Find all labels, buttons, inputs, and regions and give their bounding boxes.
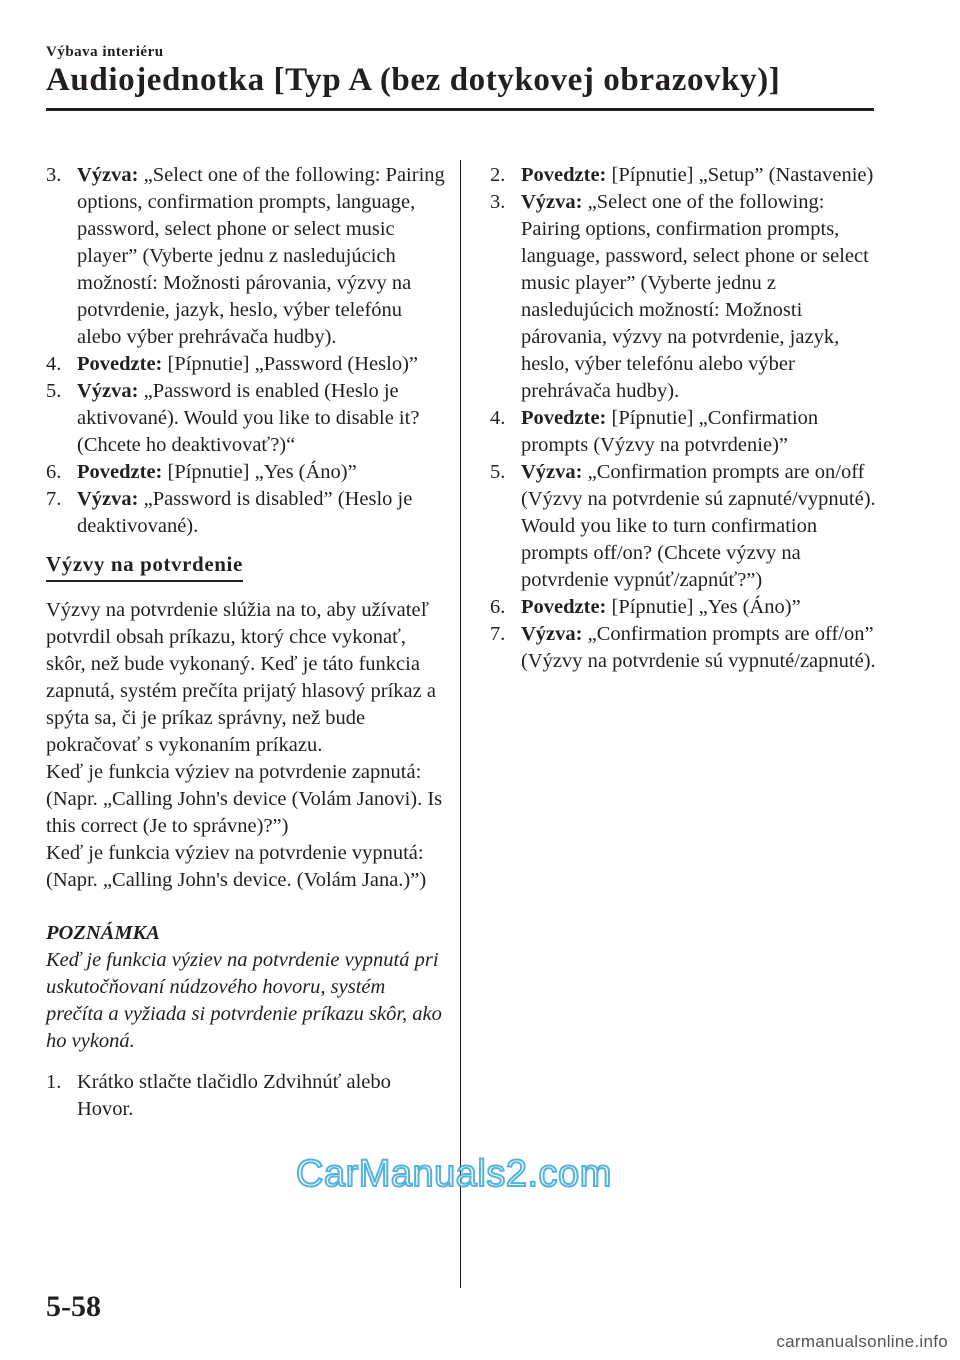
step-text: [Pípnutie] „Confirmation prompts (Výzvy na potvrdenie)” [521, 407, 819, 456]
paragraph: Keď je funkcia výziev na potvrdenie vypnutá: [46, 842, 424, 864]
step-text: „Password is disabled” (Heslo je deaktivované). [77, 488, 413, 537]
step-keyword: Výzva: [77, 164, 139, 186]
step-number: 6. [46, 461, 62, 483]
section-heading: Výzvy na potvrdenie [46, 551, 243, 582]
step-number: 5. [46, 380, 62, 402]
step-number: 4. [490, 407, 506, 429]
step-number: 7. [490, 623, 506, 645]
step-keyword: Povedzte: [521, 164, 607, 186]
step-text: [Pípnutie] „Yes (Áno)” [606, 596, 801, 618]
paragraph: (Napr. „Calling John's device. (Volám Jana.)”) [46, 869, 427, 891]
step-number: 3. [46, 164, 62, 186]
step-number: 1. [46, 1071, 62, 1093]
step-number: 3. [490, 191, 506, 213]
step-item [490, 594, 880, 621]
step-text: [Pípnutie] „Setup” (Nastavenie) [606, 164, 874, 186]
step-item [46, 1069, 446, 1123]
note-text: Keď je funkcia výziev na potvrdenie vypnutá pri uskutočňovaní núdzového hovoru, systém prečíta a vyžiada si potvrdenie príkazu skôr, ako ho vykoná. [46, 949, 442, 1052]
right-column [490, 162, 880, 675]
step-number: 7. [46, 488, 62, 510]
step-number: 2. [490, 164, 506, 186]
step-keyword: Výzva: [521, 191, 583, 213]
step-number: 6. [490, 596, 506, 618]
step-text: „Password is enabled (Heslo je aktivované). Would you like to disable it? (Chcete ho deaktivovať?)“ [77, 380, 420, 456]
step-item [490, 621, 880, 675]
step-item [46, 378, 446, 459]
step-item [490, 459, 880, 594]
step-text: [Pípnutie] „Yes (Áno)” [162, 461, 357, 483]
page-title: Audiojednotka [Typ A (bez dotykovej obrazovky)] [46, 62, 781, 98]
paragraph: Výzvy na potvrdenie slúžia na to, aby užívateľ potvrdil obsah príkazu, ktorý chce vykonať, skôr, než bude vykonaný. Keď je táto funkcia zapnutá, systém prečíta prijatý hlasový príkaz a spýta sa, či je príkaz správny, než bude pokračovať s vykonaním príkazu. [46, 599, 436, 756]
step-text: „Select one of the following: Pairing options, confirmation prompts, language, password, select phone or select music player” (Vyberte jednu z nasledujúcich možností: Možnosti párovania, výzvy na potvrdenie, jazyk, heslo, výber telefónu alebo výber prehrávača hudby). [521, 191, 869, 402]
step-item [490, 162, 880, 189]
step-number: 5. [490, 461, 506, 483]
step-item [46, 162, 446, 351]
page-number: 5-58 [46, 1290, 101, 1323]
paragraph: Keď je funkcia výziev na potvrdenie zapnutá: [46, 761, 422, 783]
section-label: Výbava interiéru [46, 44, 164, 60]
step-number: 4. [46, 353, 62, 375]
watermark-logo: CarManuals2.com [296, 1153, 612, 1195]
step-item [46, 351, 446, 378]
step-keyword: Výzva: [521, 623, 583, 645]
step-text: Krátko stlačte tlačidlo Zdvihnúť alebo Hovor. [77, 1071, 391, 1120]
step-item [490, 189, 880, 405]
step-keyword: Výzva: [77, 488, 139, 510]
header-rule [46, 108, 874, 111]
step-text: „Confirmation prompts are off/on” (Výzvy na potvrdenie sú vypnuté/zapnuté). [521, 623, 876, 672]
step-text: „Select one of the following: Pairing options, confirmation prompts, language, password, select phone or select music player” (Vyberte jednu z nasledujúcich možností: Možnosti párovania, výzvy na potvrdenie, jazyk, heslo, výber telefónu alebo výber prehrávača hudby). [77, 164, 445, 348]
step-keyword: Povedzte: [77, 353, 163, 375]
footer-site: carmanualsonline.info [776, 1332, 948, 1351]
left-column [46, 162, 446, 1123]
step-keyword: Povedzte: [521, 407, 607, 429]
note-title: POZNÁMKA [46, 922, 160, 944]
step-keyword: Výzva: [77, 380, 139, 402]
step-item [490, 405, 880, 459]
paragraph: (Napr. „Calling John's device (Volám Janovi). Is this correct (Je to správne)?”) [46, 788, 443, 837]
step-text: „Confirmation prompts are on/off (Výzvy na potvrdenie sú zapnuté/vypnuté). Would you like to turn confirmation prompts off/on? (Chcete výzvy na potvrdenie vypnúť/zapnúť?”) [521, 461, 876, 591]
step-item [46, 459, 446, 486]
step-keyword: Povedzte: [521, 596, 607, 618]
step-text: [Pípnutie] „Password (Heslo)” [162, 353, 419, 375]
step-keyword: Výzva: [521, 461, 583, 483]
step-item [46, 486, 446, 540]
column-divider [460, 160, 461, 1288]
step-keyword: Povedzte: [77, 461, 163, 483]
